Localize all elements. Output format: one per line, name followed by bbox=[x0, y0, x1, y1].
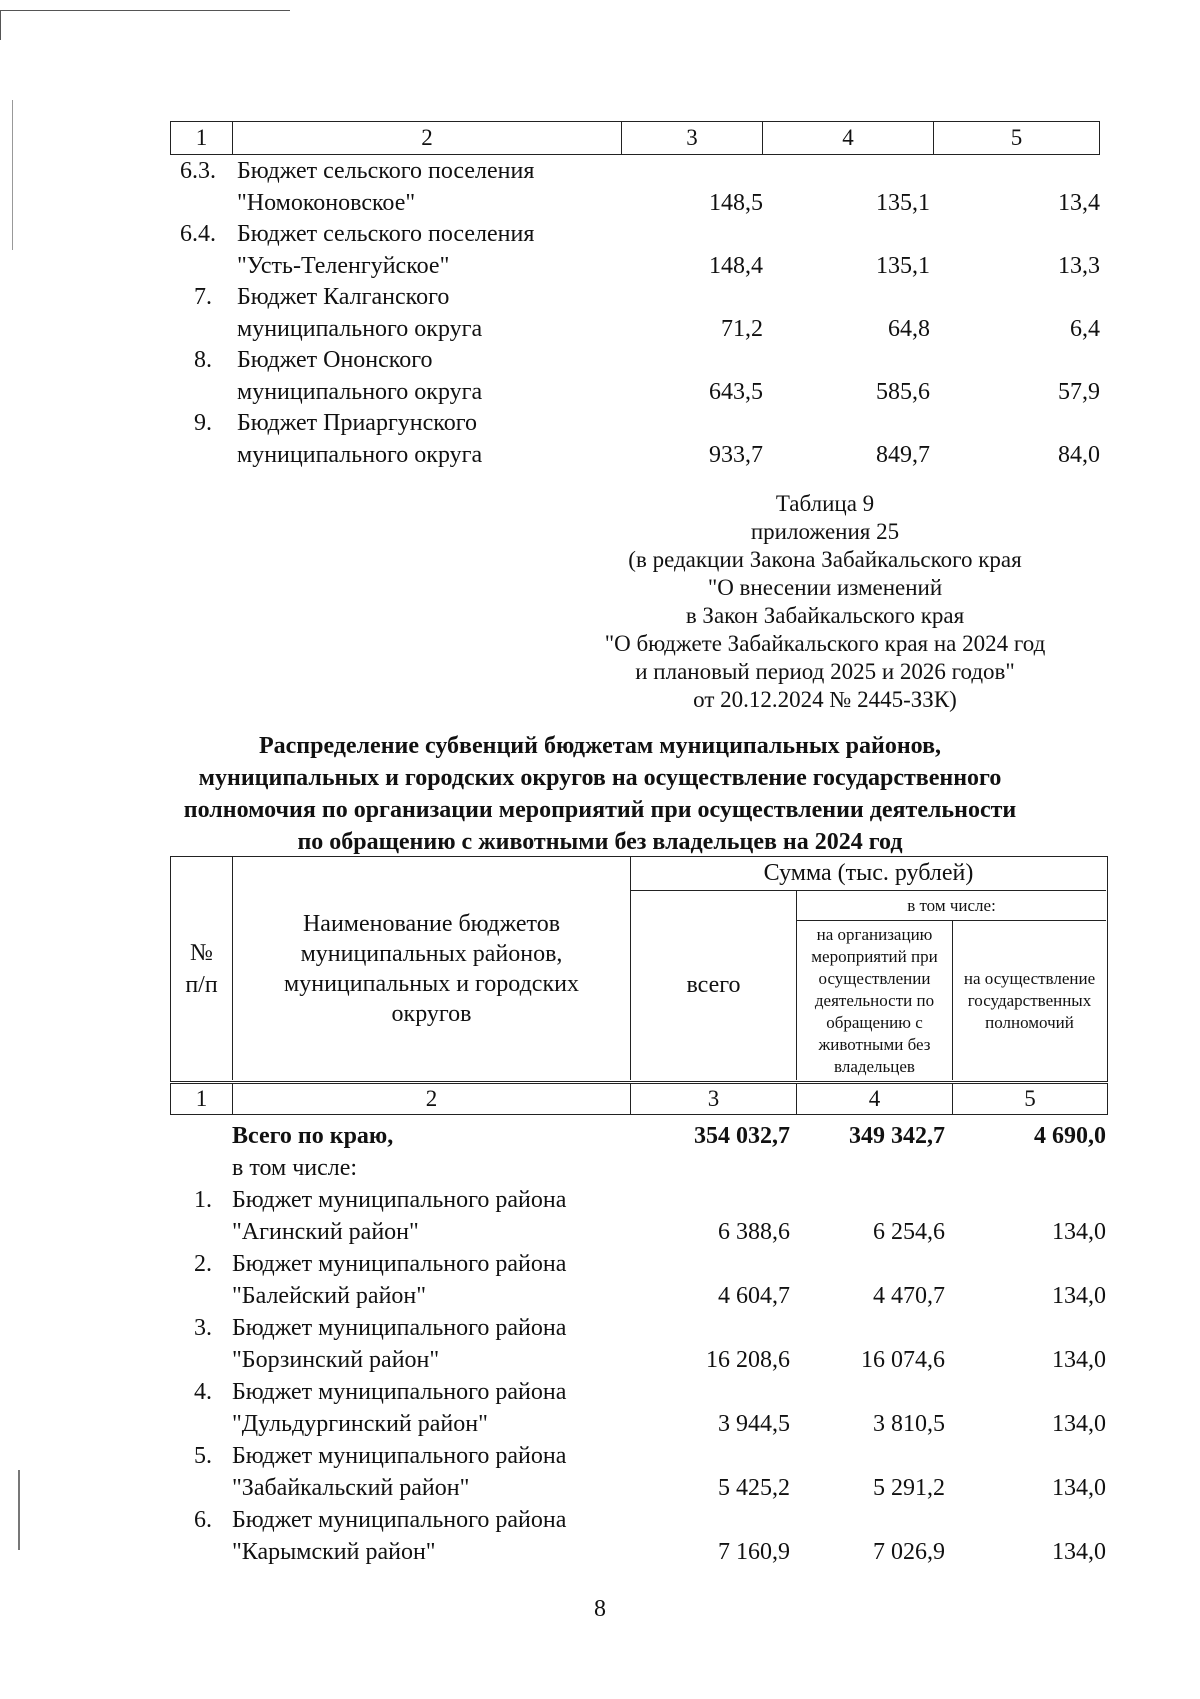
table2-row-name-line2: "Агинский район" bbox=[232, 1219, 419, 1245]
table2-header bbox=[170, 856, 1108, 1082]
table2-row-name-line2: "Борзинский район" bbox=[232, 1347, 440, 1373]
table1-row-c3: 933,7 bbox=[709, 442, 763, 468]
table2-row-name-line1: Бюджет муниципального района bbox=[232, 1187, 567, 1213]
table2-row-c3: 5 425,2 bbox=[718, 1475, 790, 1501]
note-line: Таблица 9 bbox=[775, 491, 875, 516]
table2-index-col4: 4 bbox=[797, 1084, 953, 1114]
table2-head-num bbox=[171, 857, 233, 1080]
table1-row-name-line2: муниципального округа bbox=[237, 442, 483, 468]
table2-row-num: 4. bbox=[194, 1379, 212, 1405]
table2-row-c4: 6 254,6 bbox=[873, 1219, 945, 1245]
table2-row-num: 2. bbox=[194, 1251, 212, 1277]
table1-header-col1: 1 bbox=[171, 122, 233, 154]
table2-row-name-line1: Бюджет муниципального района bbox=[232, 1507, 567, 1533]
table2-row-c4: 3 810,5 bbox=[873, 1411, 945, 1437]
table2-row-c5: 134,0 bbox=[1052, 1283, 1106, 1309]
table2-row-c4: 16 074,6 bbox=[861, 1347, 945, 1373]
table1-row-name-line1: Бюджет сельского поселения bbox=[237, 221, 535, 247]
total-row-c5: 4 690,0 bbox=[1034, 1123, 1106, 1149]
table2-row-c5: 134,0 bbox=[1052, 1219, 1106, 1245]
table1-row-c4: 585,6 bbox=[876, 379, 930, 405]
table1-row-c5: 84,0 bbox=[1058, 442, 1100, 468]
table2-head-total: всего bbox=[631, 891, 797, 1080]
total-row-c3: 354 032,7 bbox=[694, 1123, 790, 1149]
total-row-label: Всего по краю, bbox=[232, 1123, 394, 1149]
table2-row-c3: 6 388,6 bbox=[718, 1219, 790, 1245]
table1-row-num: 7. bbox=[194, 284, 212, 310]
table2-row-num: 3. bbox=[194, 1315, 212, 1341]
including-label: в том числе: bbox=[232, 1155, 358, 1181]
table1-row-c3: 643,5 bbox=[709, 379, 763, 405]
table1-row-name-line2: "Усть-Теленгуйское" bbox=[237, 253, 450, 279]
title-line: полномочия по организации мероприятий при осуществлении деятельности bbox=[183, 797, 1017, 823]
table1-row-c3: 148,5 bbox=[709, 190, 763, 216]
title-line: муниципальных и городских округов на осуществление государственного bbox=[198, 765, 1002, 791]
table1-row-c4: 849,7 bbox=[876, 442, 930, 468]
scan-line-top bbox=[0, 10, 290, 11]
title-line: по обращению с животными без владельцев на 2024 год bbox=[297, 829, 903, 855]
table1-row-c4: 135,1 bbox=[876, 253, 930, 279]
table2-row-num: 5. bbox=[194, 1443, 212, 1469]
table2-index-row bbox=[170, 1083, 1108, 1115]
table2-row-name-line2: "Забайкальский район" bbox=[232, 1475, 470, 1501]
note-line: от 20.12.2024 № 2445-ЗЗК) bbox=[693, 687, 957, 712]
table1-header-col5: 5 bbox=[1010, 125, 1023, 150]
table2-row-c3: 7 160,9 bbox=[718, 1539, 790, 1565]
table2-row-c3: 16 208,6 bbox=[706, 1347, 790, 1373]
table2-row-c3: 3 944,5 bbox=[718, 1411, 790, 1437]
table1-row-c5: 13,4 bbox=[1058, 190, 1100, 216]
table2-row-name-line1: Бюджет муниципального района bbox=[232, 1315, 567, 1341]
table1-row-name-line1: Бюджет Калганского bbox=[237, 284, 450, 310]
table1-row-name-line2: муниципального округа bbox=[237, 316, 483, 342]
table1-row-name-line2: муниципального округа bbox=[237, 379, 483, 405]
table2-row-name-line2: "Карымский район" bbox=[232, 1539, 436, 1565]
table1-row-c5: 57,9 bbox=[1058, 379, 1100, 405]
table2-row-c4: 4 470,7 bbox=[873, 1283, 945, 1309]
table2-row-name-line1: Бюджет муниципального района bbox=[232, 1443, 567, 1469]
note-line: "О внесении изменений bbox=[707, 575, 943, 600]
note-line: "О бюджете Забайкальского края на 2024 год bbox=[604, 631, 1046, 656]
scan-mark-left-1 bbox=[12, 100, 13, 250]
total-row-c4: 349 342,7 bbox=[849, 1123, 945, 1149]
table2-head-col4: на организацию мероприятий при осуществлении деятельности по обращению с животными без владельцев bbox=[797, 921, 953, 1080]
table2-row-name-line2: "Дульдургинский район" bbox=[232, 1411, 488, 1437]
table1-row-c3: 71,2 bbox=[721, 316, 763, 342]
table2-head-name: Наименование бюджетов муниципальных районов, муниципальных и городских округов bbox=[233, 857, 631, 1080]
table2-row-name-line1: Бюджет муниципального района bbox=[232, 1379, 567, 1405]
table2-row-c4: 5 291,2 bbox=[873, 1475, 945, 1501]
note-line: и плановый период 2025 и 2026 годов" bbox=[635, 659, 1015, 684]
table2-row-num: 6. bbox=[194, 1507, 212, 1533]
table1-row-c4: 64,8 bbox=[888, 316, 930, 342]
table1-row-name-line1: Бюджет Ононского bbox=[237, 347, 433, 373]
table2-row-num: 1. bbox=[194, 1187, 212, 1213]
table2-row-c5: 134,0 bbox=[1052, 1411, 1106, 1437]
table2-row-name-line1: Бюджет муниципального района bbox=[232, 1251, 567, 1277]
table2-head-num-sign: № bbox=[190, 939, 213, 966]
table2-head-sum: Сумма (тыс. рублей) bbox=[631, 857, 1106, 891]
table1-row-c5: 6,4 bbox=[1070, 316, 1100, 342]
table1-header-col2: 2 bbox=[233, 122, 622, 154]
note-line: (в редакции Закона Забайкальского края bbox=[628, 547, 1022, 572]
table1-row-name-line1: Бюджет сельского поселения bbox=[237, 158, 535, 184]
table1-row-num: 6.4. bbox=[180, 221, 216, 247]
title-line: Распределение субвенций бюджетам муниципальных районов, bbox=[258, 733, 942, 759]
table2-row-c5: 134,0 bbox=[1052, 1539, 1106, 1565]
scan-mark-left-2 bbox=[18, 1470, 20, 1550]
table2-index-col2: 2 bbox=[233, 1084, 631, 1114]
table1-row-num: 9. bbox=[194, 410, 212, 436]
note-line: в Закон Забайкальского края bbox=[685, 603, 965, 628]
table1-header-col4: 4 bbox=[763, 122, 934, 154]
table1-row-c3: 148,4 bbox=[709, 253, 763, 279]
table2-index-col5: 5 bbox=[1024, 1086, 1036, 1111]
table1-header-col3: 3 bbox=[622, 122, 763, 154]
table2-row-c3: 4 604,7 bbox=[718, 1283, 790, 1309]
table2-index-col3: 3 bbox=[631, 1084, 797, 1114]
table2-head-including: в том числе: bbox=[797, 891, 1106, 921]
table1-row-name-line1: Бюджет Приаргунского bbox=[237, 410, 477, 436]
table2-row-c4: 7 026,9 bbox=[873, 1539, 945, 1565]
table1-row-c4: 135,1 bbox=[876, 190, 930, 216]
table2-head-num-label: п/п bbox=[185, 971, 218, 998]
note-line: приложения 25 bbox=[750, 519, 900, 544]
table1-row-num: 8. bbox=[194, 347, 212, 373]
table2-row-c5: 134,0 bbox=[1052, 1347, 1106, 1373]
table2-head-col5: на осуществление государственных полномочий bbox=[963, 968, 1096, 1032]
table2-index-col1: 1 bbox=[171, 1084, 233, 1114]
table1-header bbox=[170, 121, 1100, 155]
table1-row-name-line2: "Номоконовское" bbox=[237, 190, 416, 216]
page-number: 8 bbox=[594, 1596, 606, 1622]
scan-line-left bbox=[0, 10, 1, 40]
table2-row-name-line2: "Балейский район" bbox=[232, 1283, 427, 1309]
table2-row-c5: 134,0 bbox=[1052, 1475, 1106, 1501]
table1-row-c5: 13,3 bbox=[1058, 253, 1100, 279]
table1-row-num: 6.3. bbox=[180, 158, 216, 184]
